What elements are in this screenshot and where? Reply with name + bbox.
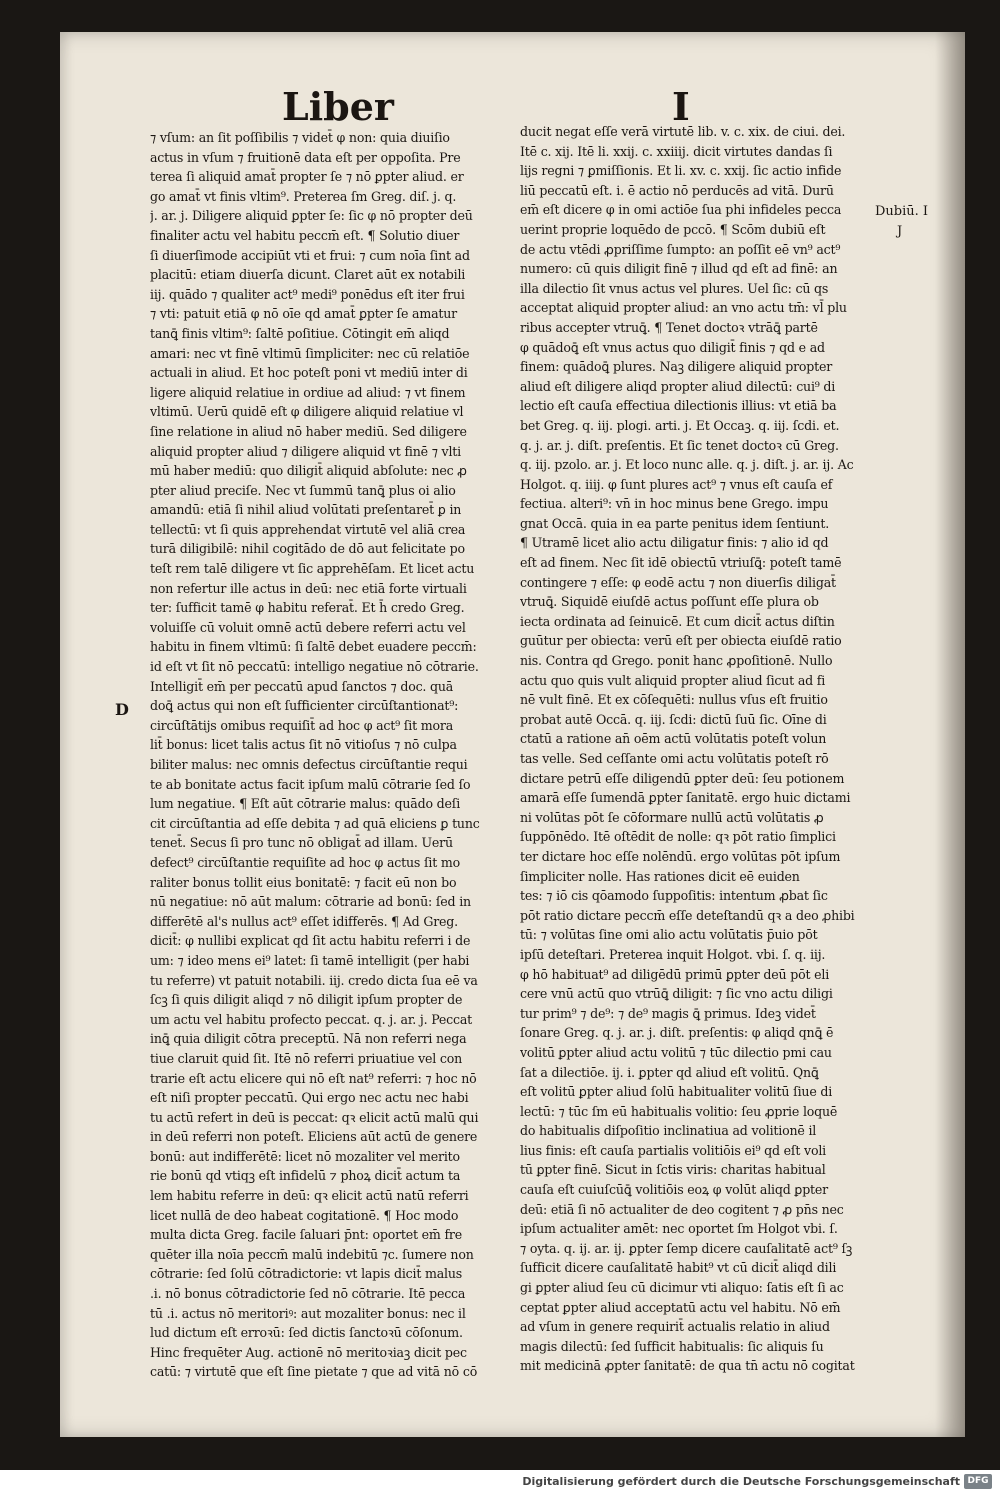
text-line: q. iij. pzolo. ar. j. Et loco nunc alle. q. j. diſt. j. ar. ij. Ac [520, 457, 854, 473]
text-line: ſcꝫ ſi quis diligit aliqd ⁊ nō diligit ipſum propter de [150, 992, 463, 1008]
text-line: differētē al's nullus act⁹ eſſet idifferēs. ¶ Ad Greg. [150, 913, 458, 929]
text-line: lum negatiue. ¶ Eſt aūt cōtrarie malus: quādo deſi [150, 796, 461, 812]
text-line: lijs regni ⁊ ꝑmiſſionis. Et li. xv. c. xxij. ſic actio infide [520, 163, 842, 179]
text-line: actus in vſum ⁊ fruitionē data eſt per oppoſita. Pre [150, 149, 461, 165]
text-line: teſt rem talē diligere vt ſic apprehēſam. Et licet actu [150, 561, 475, 577]
dfg-logo: DFG [964, 1474, 992, 1489]
text-line: gi ꝑpter aliud ſeu cū dicimur vti aliquo: ſatis eſt ſi ac [520, 1280, 844, 1296]
text-line: de actu vtēdi ꝓpriſſime ſumpto: an poſſit eē vn⁹ act⁹ [520, 241, 841, 257]
text-line: lectio eſt cauſa effectiua dilectionis illius: vt etiā ba [520, 398, 837, 414]
text-line: circūſtātijs omibus requiſit̄ ad hoc φ act⁹ ſit mora [150, 717, 453, 733]
text-line: quēter illa noīa peccm̄ malū indebitū ⁊c. ſumere non [150, 1246, 474, 1262]
text-line: te ab bonitate actus facit ipſum malū cōtrarie ſed ſo [150, 776, 471, 792]
text-line: eſt volitū ꝑpter aliud ſolū habitualiter volitū ſiue di [520, 1084, 833, 1100]
text-line: illa dilectio ſit vnus actus vel plures. Uel ſic: cū qs [520, 280, 829, 296]
text-line: j. ar. j. Diligere aliquid ꝑpter ſe: ſic φ nō propter deū [150, 208, 473, 224]
text-line: um: ⁊ ideo mens ei⁹ latet: ſi tamē intelligit (per habi [150, 952, 470, 968]
text-line: tenet̄. Secus ſi pro tunc nō obligat̄ ad illam. Uerū [150, 835, 453, 851]
text-line: rie bonū qd vtiqꝫ eſt infidelū ⁊ phoꝝ dicit̄ actum ta [150, 1168, 461, 1184]
text-line: nē vult finē. Et ex cōſequēti: nullus vſus eſt fruitio [520, 692, 828, 708]
text-line: Hinc frequēter Aug. actionē nō meritoꝛiaꝫ dicit pec [150, 1344, 467, 1360]
text-line: .i. nō bonus cōtradictorie ſed nō cōtrarie. Itē pecca [150, 1286, 466, 1302]
text-line: ipſū deteſtari. Preterea inquit Holgot. vbi. ſ. q. iij. [520, 946, 826, 962]
margin-note-line: Dubiū. I [875, 204, 929, 219]
text-line: tū .i. actus nō meritoriꝰ: aut mozaliter bonus: nec il [150, 1305, 466, 1321]
text-line: multa dicta Greg. facile ſaluari p̄nt: oportet em̄ fre [150, 1227, 463, 1243]
text-line: ſonare Greg. q. j. ar. j. diſt. preſentis: φ aliqd qnꝗ̄ ē [520, 1025, 834, 1041]
margin-note-line: J [897, 224, 903, 239]
text-line: ¶ Utramē licet alio actu diligatur finis: ⁊ alio id qd [520, 535, 829, 551]
text-line: ligere aliquid relatiue in ordiue ad aliud: ⁊ vt finem [150, 384, 466, 400]
text-line: pter aliud preciſe. Nec vt ſummū tanꝗ̄ plus oi alio [150, 482, 456, 498]
text-line: iij. quādo ⁊ qualiter act⁹ medi⁹ ponēdus eſt iter frui [150, 286, 465, 302]
text-line: pōt ratio dictare peccm̄ eſſe deteſtandū qꝛ a deo ꝓhibi [520, 907, 855, 923]
text-line: aliquid propter aliud ⁊ diligere aliquid vt finē ⁊ vlti [150, 443, 461, 459]
text-line: fectiua. alteri⁹: vn̄ in hoc minus bene Grego. impu [520, 496, 829, 512]
text-line: ribus accepter vtruꝗ̄. ¶ Tenet doctoꝛ vtrāꝗ̄ partē [520, 319, 818, 335]
text-line: iecta ordinata ad ſeinuicē. Et cum dicit̄ actus diſtin [520, 613, 835, 629]
text-line: lectū: ⁊ tūc ſm eū habitualis volitio: ſeu ꝓprie loquē [520, 1103, 838, 1119]
text-line: ctatū a ratione an̄ oēm actū volūtatis poteſt volun [520, 731, 827, 747]
running-head-left: Liber [282, 84, 394, 129]
text-line: gnat Occā. quia in ea parte penitus idem ſentiunt. [520, 515, 829, 531]
text-line: ſimpliciter nolle. Has rationes dicit eē euiden [520, 868, 800, 884]
text-line: liū peccatū eſt. i. ē actio nō perducēs ad vitā. Durū [520, 182, 834, 198]
text-line: tanꝗ̄ finis vltim⁹: ſaltē poſitiue. Cōtingit em̄ aliqd [150, 325, 450, 341]
running-head-right: I [672, 84, 690, 129]
text-line: go amat̄ vt finis vltim⁹. Preterea ſm Greg. diſ. j. q. [150, 188, 457, 204]
text-line: do habitualis diſpoſitio inclinatiua ad volitionē il [520, 1123, 817, 1139]
text-line: lius finis: eſt cauſa partialis volitiōis ei⁹ qd eſt voli [520, 1142, 827, 1158]
text-line: lit̄ bonus: licet talis actus ſit nō vitioſus ⁊ nō culpa [150, 737, 457, 753]
text-line: φ quādoꝗ̄ eſt vnus actus quo diligit̄ finis ⁊ qd e ad [520, 339, 825, 355]
text-line: trarie eſt actu elicere qui nō eſt nat⁹ referri: ⁊ hoc nō [150, 1070, 477, 1086]
text-line: actu quo quis vult aliquid propter aliud ſicut ad fi [520, 672, 826, 688]
text-line: catū: ⁊ virtutē que eſt ſine pietate ⁊ que ad vitā nō cō [150, 1364, 478, 1380]
text-line: placitū: etiam diuerſa dicunt. Claret aūt ex notabili [150, 267, 466, 283]
text-line: ad vſum in genere requirit̄ actualis relatio in aliud [520, 1319, 830, 1335]
text-line: terea ſi aliquid amat̄ propter ſe ⁊ nō ꝑpter aliud. er [150, 169, 464, 185]
text-line: tū: ⁊ volūtas ſine omi alio actu volūtatis p̄uio pōt [520, 927, 818, 943]
text-line: ⁊ vſum: an ſit poſſibilis ⁊ videt̄ φ non: quia diuiſio [150, 130, 450, 145]
text-line: aliud eſt diligere aliqd propter aliud dilectū: cui⁹ di [520, 378, 836, 394]
text-line: dictare petrū eſſe diligendū ꝑpter deū: ſeu potionem [520, 770, 845, 786]
text-line: nū negatiue: nō aūt malum: cōtrarie ad bonū: ſed in [150, 894, 471, 910]
footer-bar [0, 1470, 1000, 1495]
text-line: non refertur ille actus in deū: nec etiā forte virtuali [150, 580, 467, 596]
text-line: ni volūtas pōt ſe cōformare nullū actū volūtatis ꝓ [520, 809, 824, 825]
text-line: tiue claruit quid ſit. Itē nō referri priuatiue vel con [150, 1050, 463, 1066]
text-line: ſufficit dicere cauſalitatē habit⁹ vt cū dicit̄ aliqd dili [520, 1260, 837, 1276]
text-line: voluiſſe cū voluit omnē actū debere referri actu vel [150, 619, 466, 635]
text-line: ceptat ꝑpter aliud acceptatū actu vel habitu. Nō em̄ [520, 1299, 841, 1315]
text-line: cere vnū actū quo vtrūꝗ̄ diligit: ⁊ ſic vno actu diligi [520, 986, 833, 1002]
text-line: volitū ꝑpter aliud actu volitū ⁊ tūc dilectio pmi cau [520, 1044, 832, 1060]
text-line: mū haber mediū: quo diligit̄ aliquid abſolute: nec ꝓ [150, 463, 467, 479]
text-line: ſat a dilectiōe. ij. i. ꝑpter qd aliud eſt volitū. Qnꝗ̄ [520, 1064, 819, 1080]
margin-note-dubium [875, 202, 928, 242]
text-line: vtruꝗ̄. Siquidē eiuſdē actus poſſunt eſſe plura ob [520, 594, 819, 610]
text-line: cauſa eſt cuiuſcūꝗ̄ volitiōis eoꝝ φ volūt aliqd ꝑpter [520, 1182, 828, 1198]
text-line: Holgot. q. iiij. φ ſunt plures act⁹ ⁊ vnus eſt cauſa ef [520, 476, 833, 492]
text-line: ter dictare hoc eſſe nolēndū. ergo volūtas pōt ipſum [520, 848, 841, 864]
text-line: id eſt vt ſit nō peccatū: intelligo negatiue nō cōtrarie. [150, 659, 479, 675]
text-line: turā diligibilē: nihil cogitādo de dō aut felicitate po [150, 541, 465, 557]
text-line: finem: quādoꝗ̄ plures. Naꝫ diligere aliquid propter [520, 359, 833, 375]
text-line: tū ꝑpter finē. Sicut in ſctis viris: charitas habitual [520, 1162, 826, 1178]
text-line: cit circūſtantia ad eſſe debita ⁊ ad quā eliciens ꝑ tunc [150, 815, 480, 831]
text-line: finaliter actu vel habitu peccm̄ eſt. ¶ Solutio diuer [150, 227, 460, 243]
text-line: Itē c. xij. Itē li. xxij. c. xxiiij. dicit virtutes dandas ſi [520, 143, 833, 159]
text-line: dicit̄: φ nullibi explicat qd ſit actu habitu referri i de [150, 933, 471, 949]
text-line: biliter malus: nec omnis defectus circūſtantie requi [150, 757, 468, 772]
text-line: amarā eſſe ſumendā ꝑpter ſanitatē. ergo huic dictami [520, 790, 851, 806]
text-line: tellectū: vt ſi quis apprehendat virtutē vel aliā crea [150, 521, 466, 537]
funding-credit: Digitalisierung gefördert durch die Deutsche Forschungsgemeinschaft [522, 1475, 960, 1488]
text-line: nis. Contra qd Grego. ponit hanc ꝓpoſitionē. Nullo [520, 653, 833, 669]
text-line: vltimū. Uerū quidē eſt φ diligere aliquid relatiue vl [150, 404, 464, 420]
text-line: numero: cū quis diligit finē ⁊ illud qd eſt ad finē: an [520, 261, 838, 277]
text-line: ipſum actualiter amēt: nec oportet ſm Holgot vbi. ſ. [520, 1221, 838, 1237]
text-line: tas velle. Sed ceſſante omi actu volūtatis poteſt rō [520, 751, 829, 766]
text-line: actuali in aliud. Et hoc poteſt poni vt mediū inter di [150, 365, 468, 381]
text-line: guūtur per obiecta: verū eſt per obiecta eiuſdē ratio [520, 633, 842, 649]
text-line: mit medicinā ꝓpter ſanitatē: de qua tn̄ actu nō cogitat [520, 1358, 855, 1374]
text-line: raliter bonus tollit eius bonitatē: ⁊ facit eū non bo [150, 874, 457, 890]
text-line: tes: ⁊ iō cis qōamodo ſuppoſitis: intentum ꝓbat ſic [520, 888, 828, 904]
text-line: ſuppōnēdo. Itē oſtēdit de nolle: qꝛ pōt ratio ſimplici [520, 829, 836, 845]
text-line: inꝗ̄ quia diligit cōtra preceptū. Nā non referri nega [150, 1031, 467, 1047]
text-line: cōtrarie: ſed ſolū cōtradictorie: vt lapis dicit̄ malus [150, 1266, 463, 1282]
text-line: defect⁹ circūſtantie requiſite ad hoc φ actus ſit mo [150, 854, 461, 870]
text-line: φ hō habituat⁹ ad diligēdū primū ꝑpter deū pōt eli [520, 966, 830, 982]
left-column [150, 128, 520, 1382]
text-line: amari: nec vt finē vltimū ſimpliciter: nec cū relatiōe [150, 345, 470, 361]
text-line: doꝗ̄ actus qui non eſt ſufficienter circūſtantionat⁹: [150, 698, 459, 714]
text-line: eſt ad finem. Nec ſit idē obiectū vtriuſꝗ̄: poteſt tamē [520, 555, 842, 571]
text-line: tu referre) vt patuit notabili. iij. credo dicta ſua eē va [150, 972, 478, 988]
text-line: bet Greg. q. iij. plogi. arti. j. Et Occaꝫ. q. iij. ſcdi. et. [520, 417, 840, 433]
text-line: ter: ſufficit tamē φ habitu referat̄. Et h̄ credo Greg. [150, 600, 465, 616]
right-column [520, 122, 890, 1376]
text-line: ⁊ vti: patuit etiā φ nō oīe qd amat̄ ꝑpter ſe amatur [150, 306, 457, 322]
text-line: em̄ eſt dicere φ in omi actiōe ſua phi infideles pecca [520, 202, 842, 218]
margin-note-initial: D [115, 700, 129, 719]
text-line: eſt niſi propter peccatū. Qui ergo nec actu nec habi [150, 1090, 469, 1106]
page-gutter [935, 32, 965, 1437]
text-line: contingere ⁊ eſſe: φ eodē actu ⁊ non diuerſis diligat̄ [520, 574, 836, 590]
text-line: acceptat aliquid propter aliud: an vno actu tm̄: vl̄ plu [520, 300, 847, 316]
text-line: ⁊ oyta. q. ij. ar. ij. ꝑpter ſemp dicere cauſalitatē act⁹ ſꝫ [520, 1240, 853, 1256]
text-line: lud dictum eſt erroꝛū: ſed dictis ſanctoꝛū cōſonum. [150, 1325, 463, 1341]
text-line: probat autē Occā. q. iij. ſcdi: dictū ſuū ſic. Oīne di [520, 711, 827, 727]
text-line: um actu vel habitu profecto peccat. q. j. ar. j. Peccat [150, 1011, 473, 1027]
text-line: deū: etiā ſi nō actualiter de deo cogitent ⁊ ꝓ pn̄s nec [520, 1201, 844, 1217]
text-line: magis dilectū: ſed ſufficit habitualis: ſic aliquis ſu [520, 1338, 824, 1354]
text-line: lem habitu referre in deū: qꝛ elicit actū natū referri [150, 1188, 469, 1204]
text-line: tur prim⁹ ⁊ de⁹: ⁊ de⁹ magis ꝗ̄ primus. Ideꝫ videt̄ [520, 1005, 816, 1021]
text-line: bonū: aut indifferētē: licet nō mozaliter vel merito [150, 1148, 460, 1164]
text-line: ducit negat eſſe verā virtutē lib. v. c. xix. de ciui. dei. [520, 124, 846, 139]
text-line: ſi diuerſimode accipiūt vti et frui: ⁊ cum noīa ſint ad [150, 247, 470, 263]
text-line: uerint proprie loquēdo de pccō. ¶ Scōm dubiū eſt [520, 221, 826, 237]
text-line: in deū referri non poteſt. Eliciens aūt actū de genere [150, 1129, 478, 1145]
text-line: ſine relatione in aliud nō haber mediū. Sed diligere [150, 423, 467, 439]
text-line: Intelligit̄ em̄ per peccatū apud ſanctos ⁊ doc. quā [150, 678, 454, 694]
text-line: tu actū refert in deū is peccat: qꝛ elicit actū malū qui [150, 1109, 479, 1125]
text-line: q. j. ar. j. diſt. preſentis. Et ſic tenet doctoꝛ cū Greg. [520, 437, 839, 453]
text-line: habitu in finem vltimū: ſi ſaltē debet euadere peccm̄: [150, 639, 477, 655]
text-line: amandū: etiā ſi nihil aliud volūtati preſentaret̄ ꝑ in [150, 502, 462, 518]
text-line: licet nullā de deo habeat cogitationē. ¶ Hoc modo [150, 1207, 459, 1223]
